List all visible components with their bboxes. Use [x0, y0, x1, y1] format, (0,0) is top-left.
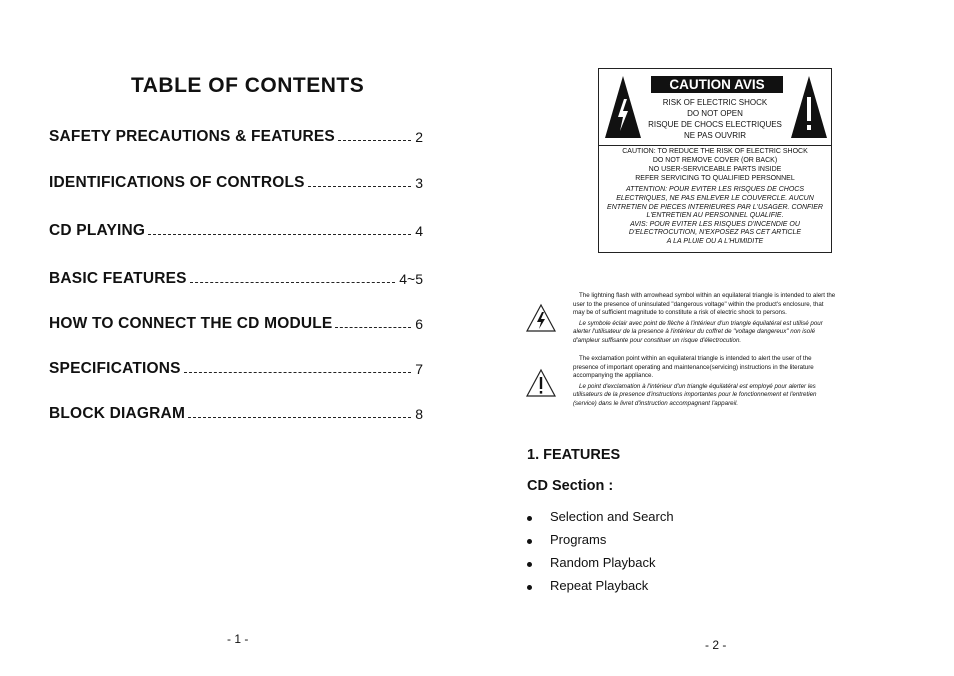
toc-entry-basic-features — [49, 266, 423, 288]
warning-line: CAUTION: TO REDUCE THE RISK OF ELECTRIC SHOCK — [622, 148, 808, 155]
french-warning-line: ENTRETIEN DE PIECES INTERIEURES PAR L'USAGER. CONFIER — [607, 204, 823, 211]
lightning-note-french-line: alerter l'utilisateur de la presence à l'intérieur du coffret de "voltage dangereux" non isolé — [573, 328, 816, 336]
exclamation-triangle-icon — [525, 368, 557, 398]
lightning-note-line: The lightning flash with arrowhead symbol within an equilateral triangle is intended to alert the — [579, 292, 836, 299]
toc-entry-block-diagram — [49, 401, 423, 423]
lightning-note-french-line: Le symbole éclair avec point de flèche à l'intérieur d'un triangle équilatéral est utilisé pour — [579, 319, 823, 327]
toc-entry-identifications — [49, 170, 423, 192]
caution-line: NE PAS OUVRIR — [683, 131, 747, 140]
toc-entry-page: 2 — [415, 129, 423, 145]
toc-leader — [190, 282, 396, 283]
french-warning-line: AVIS: POUR EVITER LES RISQUES D'INCENDIE OU — [630, 221, 800, 228]
feature-label: Selection and Search — [550, 509, 674, 524]
exclamation-note-french-line: (service) dans le livret d'instruction accompagnant l'appareil. — [573, 399, 739, 407]
exclamation-note-line: The exclamation point within an equilateral triangle is intended to alert the user of the — [579, 355, 812, 362]
page-number-left: - 1 - — [227, 632, 249, 646]
page-number-right: - 2 - — [705, 638, 727, 652]
feature-item — [527, 532, 606, 547]
caution-line: DO NOT OPEN — [687, 109, 743, 118]
bullet-icon — [527, 516, 532, 521]
toc-leader — [148, 234, 411, 235]
toc-entry-label: BASIC FEATURES — [49, 270, 187, 287]
features-heading: 1. FEATURES — [527, 447, 621, 463]
toc-entry-label: BLOCK DIAGRAM — [49, 405, 186, 422]
feature-label: Random Playback — [550, 555, 656, 570]
toc-leader — [335, 327, 411, 328]
toc-entry-page: 3 — [415, 175, 423, 191]
caution-box — [598, 68, 832, 253]
exclamation-note-french-line: utilisateurs de la presence d'instructions importantes pour le fonctionnement et l'entretien — [573, 391, 817, 399]
caution-line: RISK OF ELECTRIC SHOCK — [662, 98, 768, 107]
toc-leader — [184, 372, 412, 373]
bullet-icon — [527, 562, 532, 567]
bullet-icon — [527, 539, 532, 544]
toc-entry-label: SPECIFICATIONS — [49, 360, 181, 377]
toc-entry-label: CD PLAYING — [49, 222, 146, 239]
toc-leader — [338, 140, 411, 141]
french-warning-line: D'ELECTROCUTION, N'EXPOSEZ PAS CET ARTICLE — [628, 229, 802, 236]
toc-entry-specifications — [49, 356, 423, 378]
exclamation-note-french-line: Le point d'exclamation à l'intérieur d'un triangle équilatéral est employé pour alerter les — [579, 382, 816, 390]
toc-entry-label: IDENTIFICATIONS OF CONTROLS — [49, 174, 305, 191]
lightning-note-french-line: d'ampleur suffisante pour constituer un risque d'électrocution. — [573, 336, 742, 344]
french-warning-line: A LA PLUIE OU A L'HUMIDITE — [666, 238, 764, 245]
caution-title: CAUTION AVIS — [651, 76, 783, 93]
exclamation-note — [573, 355, 816, 409]
french-warning-line: ATTENTION: POUR EVITER LES RISQUES DE CHOCS — [625, 186, 804, 193]
caution-header — [599, 69, 831, 146]
french-warning-line: ELECTRIQUES, NE PAS ENLEVER LE COUVERCLE. AUCUN — [616, 195, 814, 202]
exclamation-note-line: accompanying the appliance. — [573, 372, 654, 380]
feature-item — [527, 509, 674, 524]
lightning-triangle-icon — [525, 303, 557, 333]
toc-title: TABLE OF CONTENTS — [131, 74, 365, 97]
toc-entry-connect-cd-module — [49, 311, 423, 333]
lightning-note-line: user to the presence of uninsulated "dangerous voltage" within the product's enclosure, that — [573, 300, 824, 308]
toc-leader — [188, 417, 411, 418]
toc-entry-page: 6 — [415, 316, 423, 332]
bullet-icon — [527, 585, 532, 590]
toc-entry-page: 4~5 — [399, 271, 423, 287]
feature-label: Programs — [550, 532, 607, 547]
toc-entry-label: HOW TO CONNECT THE CD MODULE — [49, 315, 333, 332]
lightning-note — [573, 292, 835, 346]
exclamation-note-line: presence of important operating and maintenance(servicing) instructions in the literature — [573, 363, 814, 371]
caution-line: RISQUE DE CHOCS ELECTRIQUES — [648, 120, 782, 129]
warning-line: REFER SERVICING TO QUALIFIED PERSONNEL — [635, 175, 795, 182]
warning-line: DO NOT REMOVE COVER (OR BACK) — [652, 157, 778, 164]
feature-label: Repeat Playback — [550, 578, 649, 593]
french-warning-line: L'ENTRETIEN AU PERSONNEL QUALIFIE. — [646, 212, 784, 219]
toc-leader — [308, 186, 412, 187]
toc-entry-label: SAFETY PRECAUTIONS & FEATURES — [49, 128, 335, 145]
lightning-note-line: may be of sufficient magnitude to constitute a risk of electric shock to persons. — [573, 309, 787, 317]
cd-section-heading: CD Section : — [527, 478, 614, 494]
toc-entry-page: 4 — [415, 223, 423, 239]
warning-line: NO USER-SERVICEABLE PARTS INSIDE — [648, 166, 782, 173]
toc-entry-cd-playing — [49, 218, 423, 240]
toc-entry-page: 8 — [415, 406, 423, 422]
toc-entry-page: 7 — [415, 361, 423, 377]
toc-entry-safety — [49, 124, 423, 146]
feature-item — [527, 578, 648, 593]
feature-item — [527, 555, 656, 570]
